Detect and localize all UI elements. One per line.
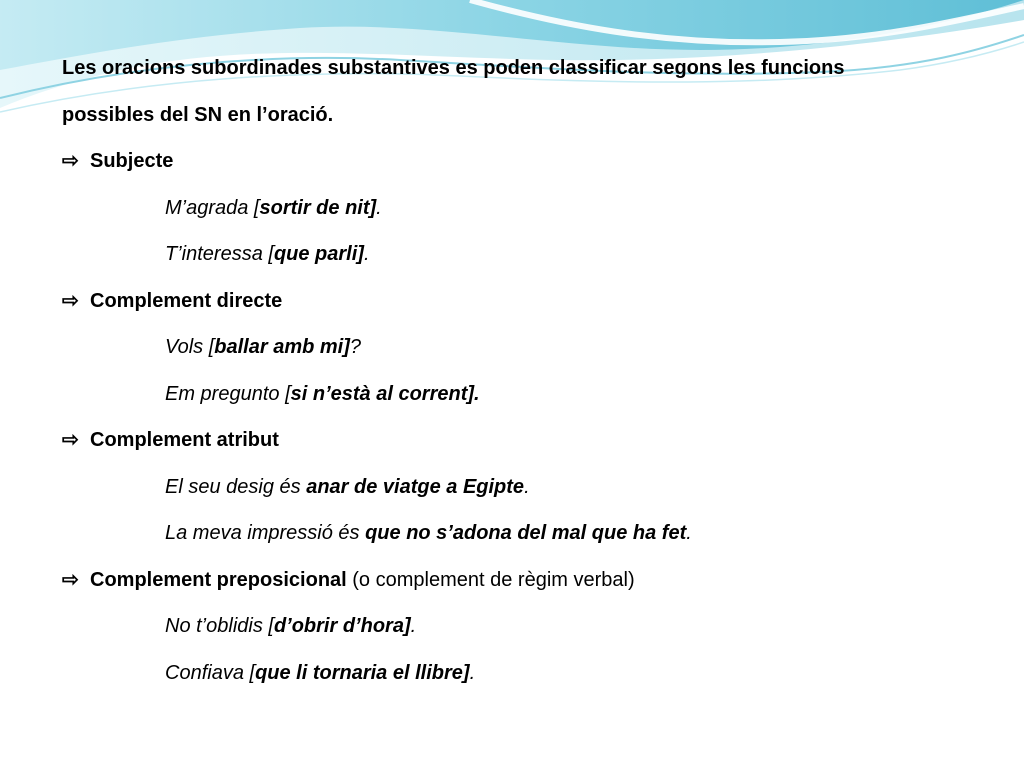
arrow-right-icon: ⇨: [62, 289, 79, 312]
example-bold-text: que parli]: [273, 243, 364, 265]
example-line: [62, 234, 982, 281]
example-line: [62, 467, 982, 514]
example-text: La meva impressió és: [165, 522, 366, 544]
section-heading-complement-directe: [62, 281, 982, 328]
example-text: El seu desig és: [165, 475, 307, 498]
example-line: [62, 327, 982, 374]
section-heading-text: Complement directe: [90, 289, 283, 312]
example-text: .: [410, 615, 417, 637]
example-bold-text: sortir de nit]: [259, 196, 377, 219]
example-line: [62, 653, 982, 700]
example-bold-text: ballar amb mi]: [214, 336, 350, 358]
example-text: .: [686, 522, 692, 544]
example-text: Confiava [: [165, 661, 256, 684]
intro-line-2: possibles del SN en l’oració.: [62, 103, 334, 126]
example-text: .: [363, 243, 370, 265]
example-text: Em pregunto [: [165, 382, 291, 405]
example-text: .: [469, 661, 476, 684]
section-heading-complement-preposicional: [62, 560, 982, 607]
example-bold-text: d’obrir d’hora]: [273, 615, 411, 637]
arrow-right-icon: ⇨: [62, 150, 79, 172]
slide-content: [62, 48, 982, 699]
section-heading-note: (o complement de règim verbal): [346, 568, 635, 591]
section-heading-text: Complement atribut: [90, 429, 279, 451]
example-line: [62, 188, 982, 235]
example-line: [62, 513, 982, 560]
section-heading-complement-atribut: [62, 420, 982, 467]
example-text: M’agrada [: [165, 196, 260, 219]
example-bold-text: anar de viatge a Egipte: [306, 475, 525, 498]
arrow-right-icon: ⇨: [62, 429, 79, 451]
intro-line-1: Les oracions subordinades substantives es poden classificar segons les funcions: [62, 57, 845, 79]
example-text: No t’oblidis [: [165, 615, 274, 637]
example-text: ?: [349, 336, 362, 358]
example-text: .: [524, 475, 530, 498]
example-bold-text: si n’està al corrent].: [290, 382, 480, 405]
section-heading-text: Subjecte: [90, 150, 174, 172]
example-text: .: [376, 196, 382, 219]
example-text: Vols [: [165, 336, 215, 358]
section-heading-subjecte: [62, 141, 982, 188]
example-line: [62, 374, 982, 421]
arrow-right-icon: ⇨: [62, 568, 79, 591]
example-line: [62, 606, 982, 653]
section-heading-text: Complement preposicional: [90, 568, 347, 591]
example-text: T’interessa [: [165, 243, 274, 265]
example-bold-text: que no s’adona del mal que ha fet: [365, 522, 687, 544]
example-bold-text: que li tornaria el llibre]: [255, 661, 470, 684]
